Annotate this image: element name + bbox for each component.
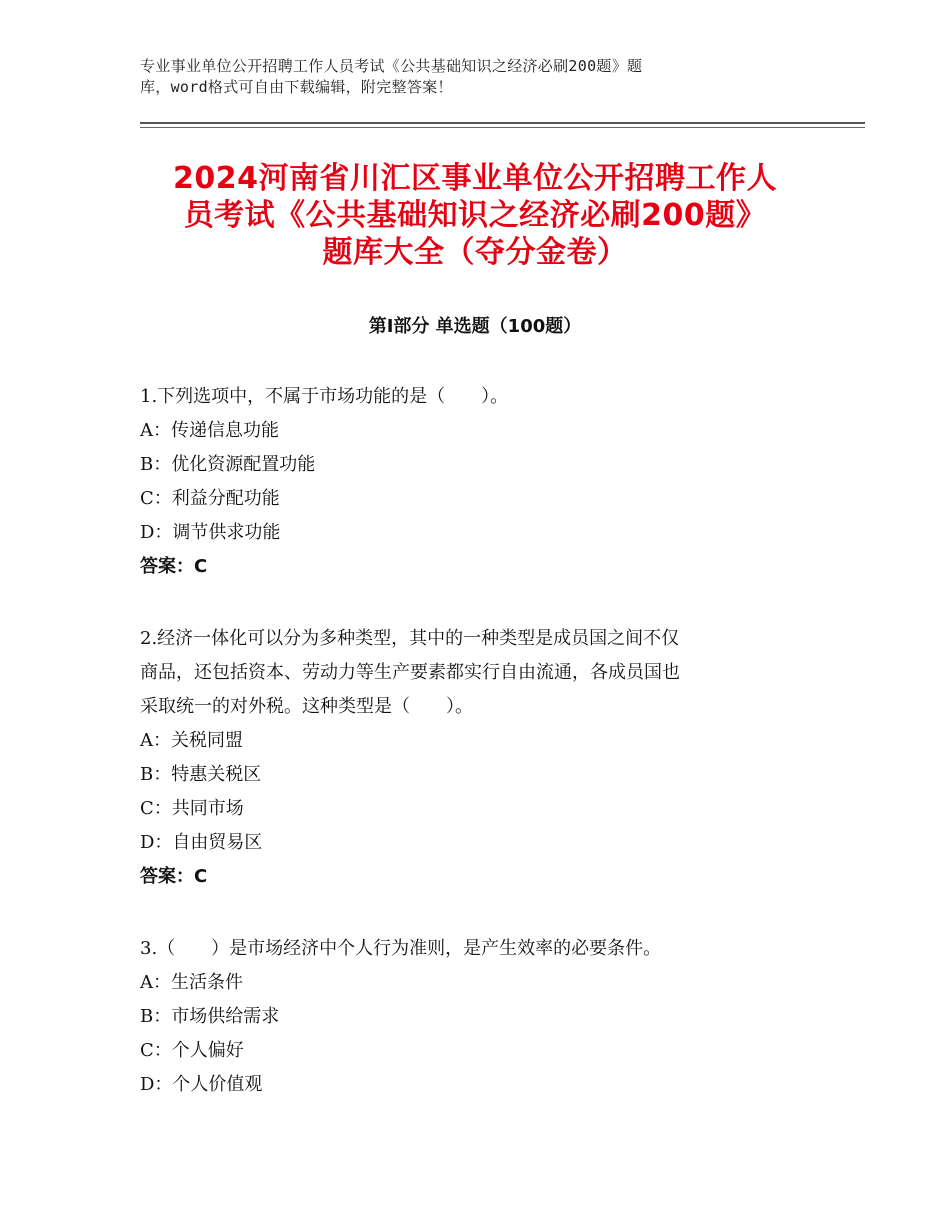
option-a: A：生活条件 — [140, 972, 243, 993]
title-line: 2024河南省川汇区事业单位公开招聘工作人 — [173, 161, 777, 196]
title-line: 员考试《公共基础知识之经济必刷200题》 — [183, 198, 767, 233]
question-stem: 商品，还包括资本、劳动力等生产要素都实行自由流通，各成员国也 — [140, 662, 680, 683]
section-heading: 第Ⅰ部分 单选题（100题） — [368, 316, 582, 337]
question-stem: 2.经济一体化可以分为多种类型，其中的一种类型是成员国之间不仅 — [140, 628, 680, 649]
question-list — [140, 380, 820, 1102]
header-note-line: 库，word格式可自由下载编辑，附完整答案！ — [140, 78, 453, 96]
answer: 答案：C — [140, 866, 208, 887]
option-c: C：共同市场 — [140, 798, 244, 819]
title-line: 题库大全（夺分金卷） — [322, 235, 628, 270]
question-stem: 采取统一的对外税。这种类型是（ ）。 — [140, 696, 473, 717]
header-note — [140, 56, 780, 98]
question-3 — [140, 932, 820, 1102]
answer: 答案：C — [140, 556, 208, 577]
option-b: B：特惠关税区 — [140, 764, 262, 785]
document-title — [120, 160, 830, 271]
header-divider-thin — [140, 127, 865, 128]
header-note-line: 专业事业单位公开招聘工作人员考试《公共基础知识之经济必刷200题》题 — [140, 57, 643, 75]
question-1 — [140, 380, 820, 584]
option-b: B：市场供给需求 — [140, 1006, 280, 1027]
question-stem: 1.下列选项中，不属于市场功能的是（ ）。 — [140, 386, 509, 407]
question-stem: 3.（ ）是市场经济中个人行为准则，是产生效率的必要条件。 — [140, 938, 662, 959]
option-a: A：传递信息功能 — [140, 420, 279, 441]
option-c: C：个人偏好 — [140, 1040, 244, 1061]
option-d: D：自由贸易区 — [140, 832, 263, 853]
option-d: D：调节供求功能 — [140, 522, 281, 543]
option-c: C：利益分配功能 — [140, 488, 280, 509]
option-b: B：优化资源配置功能 — [140, 454, 316, 475]
question-2 — [140, 622, 820, 894]
option-d: D：个人价值观 — [140, 1074, 263, 1095]
option-a: A：关税同盟 — [140, 730, 243, 751]
header-divider-thick — [140, 122, 865, 124]
